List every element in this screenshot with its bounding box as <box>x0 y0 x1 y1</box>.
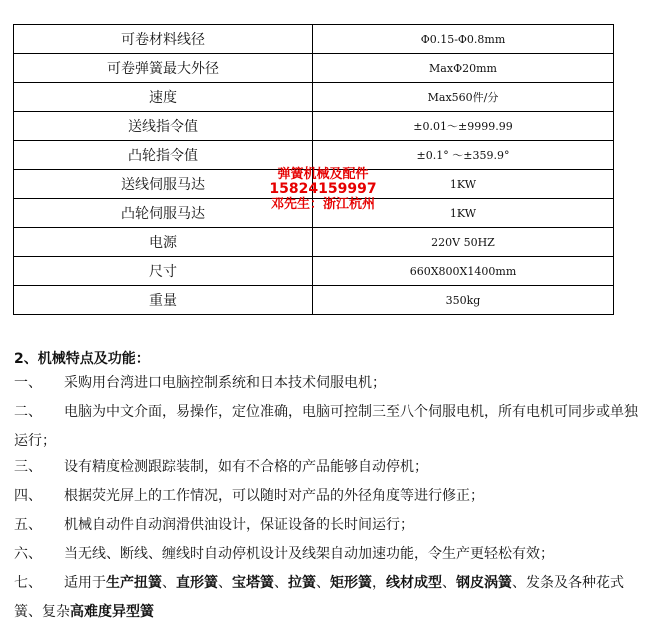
spec-value: MaxΦ20mm <box>313 54 614 83</box>
feature-text: 当无线、断线、缠线时自动停机设计及线架自动加速功能，令生产更轻松有效； <box>64 546 554 562</box>
spec-row <box>14 257 614 286</box>
feature-text: 根据荧光屏上的工作情况，可以随时对产品的外径角度等进行修正； <box>64 488 484 504</box>
feature-number: 六、 <box>14 546 42 562</box>
spec-value: 1KW <box>313 199 614 228</box>
feature-7-sep: 、 <box>162 575 176 591</box>
feature-7-term: 宝塔簧 <box>232 575 274 591</box>
feature-7-term: 生产扭簧 <box>106 575 162 591</box>
feature-text: 采购用台湾进口电脑控制系统和日本技术伺服电机； <box>64 375 386 391</box>
feature-item <box>14 372 644 394</box>
feature-7-sep: 、 <box>274 575 288 591</box>
spec-label: 重量 <box>14 286 313 315</box>
spec-label: 电源 <box>14 228 313 257</box>
feature-item <box>14 543 644 565</box>
spec-row <box>14 141 614 170</box>
spec-row <box>14 54 614 83</box>
spec-label: 送线伺服马达 <box>14 170 313 199</box>
feature-number: 五、 <box>14 517 42 533</box>
feature-item-7 <box>14 569 644 627</box>
spec-label: 凸轮指令值 <box>14 141 313 170</box>
spec-label: 尺寸 <box>14 257 313 286</box>
spec-value: 1KW <box>313 170 614 199</box>
feature-7-term: 钢皮涡簧 <box>456 575 512 591</box>
watermark-line-3: 邓先生：浙江杭州 <box>270 197 375 212</box>
feature-7-sep: ， <box>372 575 386 591</box>
spec-row <box>14 112 614 141</box>
feature-number: 一、 <box>14 375 42 391</box>
feature-number: 四、 <box>14 488 42 504</box>
feature-item <box>14 398 644 456</box>
feature-7-term: 高难度异型簧 <box>70 604 154 620</box>
spec-table <box>13 24 614 315</box>
feature-7-term: 拉簧 <box>288 575 316 591</box>
feature-7-term: 直形簧 <box>176 575 218 591</box>
feature-item <box>14 485 644 507</box>
feature-number: 三、 <box>14 459 42 475</box>
feature-7-term: 线材成型 <box>386 575 442 591</box>
feature-text: 设有精度检测跟踪装制，如有不合格的产品能够自动停机； <box>64 459 428 475</box>
feature-7-prefix: 适用于 <box>64 575 106 591</box>
spec-value: 220V 50HZ <box>313 228 614 257</box>
spec-label: 送线指令值 <box>14 112 313 141</box>
watermark-phone: 15824159997 <box>269 181 377 197</box>
feature-7-sep: 、 <box>316 575 330 591</box>
feature-7-sep: 、 <box>218 575 232 591</box>
spec-row <box>14 25 614 54</box>
feature-7-sep: 、发条及各种花式簧、复杂 <box>14 575 624 620</box>
spec-value: 660X800X1400mm <box>313 257 614 286</box>
feature-list <box>14 372 644 565</box>
feature-text: 电脑为中文介面，易操作，定位准确，电脑可控制三至八个伺服电机，所有电机可同步或单独运行； <box>14 404 638 449</box>
feature-7-term: 矩形簧 <box>330 575 372 591</box>
spec-row <box>14 286 614 315</box>
spec-label: 速度 <box>14 83 313 112</box>
feature-text: 机械自动件自动润滑供油设计，保证设备的长时间运行； <box>64 517 414 533</box>
feature-7-sep: 、 <box>442 575 456 591</box>
feature-item <box>14 514 644 536</box>
feature-number: 七、 <box>14 575 42 591</box>
features-section <box>14 348 644 627</box>
feature-item <box>14 456 644 478</box>
watermark-line-1: 弹簧机械及配件 <box>277 167 369 182</box>
spec-row <box>14 199 614 228</box>
feature-number: 二、 <box>14 404 42 420</box>
spec-value: Φ0.15-Φ0.8mm <box>313 25 614 54</box>
spec-value: ±0.01～±9999.99 <box>313 112 614 141</box>
spec-label: 可卷弹簧最大外径 <box>14 54 313 83</box>
spec-row <box>14 170 614 199</box>
spec-label: 可卷材料线径 <box>14 25 313 54</box>
spec-value: Max560件/分 <box>313 83 614 112</box>
spec-row <box>14 83 614 112</box>
spec-label: 凸轮伺服马达 <box>14 199 313 228</box>
features-heading: 2、机械特点及功能： <box>14 351 150 367</box>
spec-row <box>14 228 614 257</box>
spec-value: ±0.1° ～±359.9° <box>313 141 614 170</box>
spec-value: 350kg <box>313 286 614 315</box>
